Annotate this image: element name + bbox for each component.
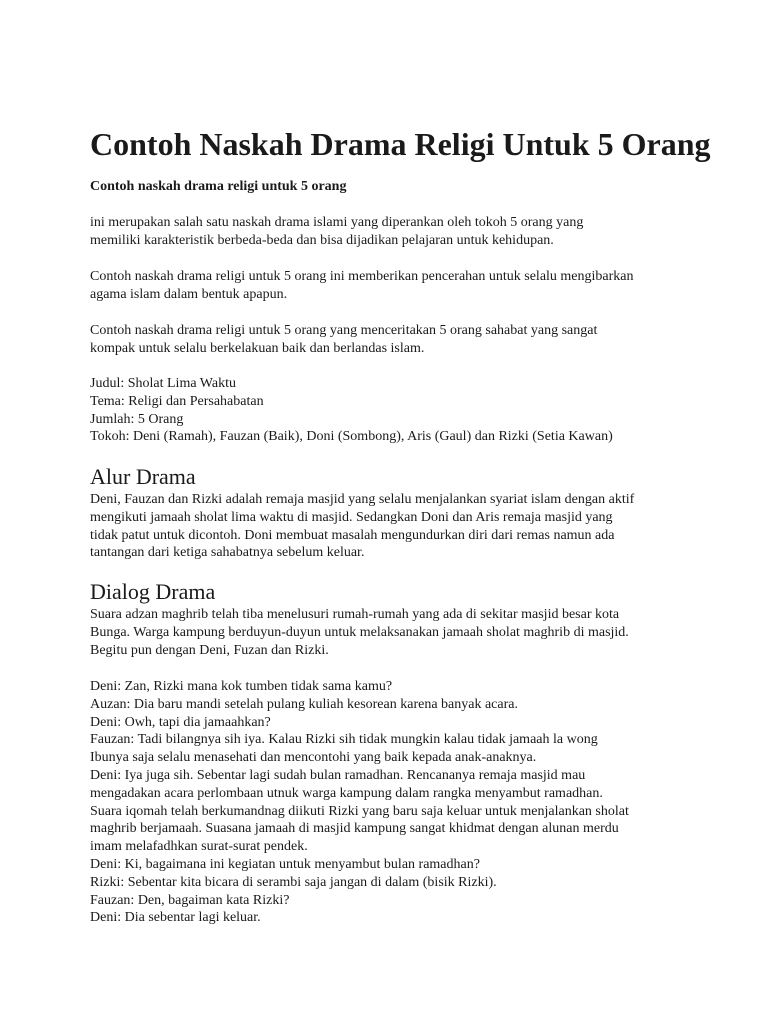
dialog-line: Fauzan: Tadi bilangnya sih iya. Kalau Rizki sih tidak mungkin kalau tidak jamaah la wong <box>90 732 598 748</box>
paragraph-line: tidak patut untuk dicontoh. Doni membuat masalah mengundurkan diri dari remas namun ada <box>90 527 615 543</box>
dialog-line: Deni: Iya juga sih. Sebentar lagi sudah bulan ramadhan. Rencananya remaja masjid mau <box>90 767 586 783</box>
paragraph-line: agama islam dalam bentuk apapun. <box>90 286 288 302</box>
dialog-lines <box>90 678 690 927</box>
paragraph-line: mengikuti jamaah sholat lima waktu di masjid. Sedangkan Doni dan Aris remaja masjid yang <box>90 509 613 525</box>
info-tokoh: Tokoh: Deni (Ramah), Fauzan (Baik), Doni (Sombong), Aris (Gaul) dan Rizki (Setia Kawan) <box>90 429 613 445</box>
paragraph-3 <box>90 322 690 358</box>
dialog-line: Auzan: Dia baru mandi setelah pulang kuliah kesorean karena banyak acara. <box>90 696 518 712</box>
paragraph-line: Contoh naskah drama religi untuk 5 orang yang menceritakan 5 orang sahabat yang sangat <box>90 323 598 338</box>
document-title: Contoh Naskah Drama Religi Untuk 5 Orang <box>90 126 711 162</box>
alur-heading: Alur Drama <box>90 464 196 489</box>
paragraph-line: Begitu pun dengan Deni, Fuzan dan Rizki. <box>90 642 329 658</box>
drama-info <box>90 375 690 446</box>
paragraph-line: memiliki karakteristik berbeda-beda dan bisa dijadikan pelajaran untuk kehidupan. <box>90 232 554 248</box>
paragraph-2 <box>90 268 690 304</box>
info-tema: Tema: Religi dan Persahabatan <box>90 393 264 409</box>
dialog-line: Fauzan: Den, bagaiman kata Rizki? <box>90 892 290 908</box>
dialog-line: Suara iqomah telah berkumandnag diikuti Rizki yang baru saja keluar untuk menjalankan sholat <box>90 803 629 819</box>
dialog-line: Deni: Zan, Rizki mana kok tumben tidak sama kamu? <box>90 679 393 694</box>
document-subtitle: Contoh naskah drama religi untuk 5 orang <box>90 179 347 194</box>
info-jumlah: Jumlah: 5 Orang <box>90 411 184 427</box>
dialog-intro <box>90 606 690 659</box>
dialog-line: mengadakan acara perlombaan utnuk warga kampung dalam rangka menyambut ramadhan. <box>90 785 603 801</box>
paragraph-line: Bunga. Warga kampung berduyun-duyun untuk melaksanakan jamaah sholat maghrib di masjid. <box>90 624 629 640</box>
paragraph-line: Suara adzan maghrib telah tiba menelusuri rumah-rumah yang ada di sekitar masjid besar kota <box>90 607 620 622</box>
dialog-line: maghrib berjamaah. Suasana jamaah di masjid kampung sangat khidmat dengan alunan merdu <box>90 821 619 837</box>
dialog-line: imam melafadhkan surat-surat pendek. <box>90 839 308 855</box>
dialog-line: Deni: Dia sebentar lagi keluar. <box>90 910 261 926</box>
info-judul: Judul: Sholat Lima Waktu <box>90 376 236 391</box>
dialog-line: Deni: Owh, tapi dia jamaahkan? <box>90 714 271 730</box>
paragraph-line: Contoh naskah drama religi untuk 5 orang ini memberikan pencerahan untuk selalu mengibarkan <box>90 269 634 284</box>
dialog-heading: Dialog Drama <box>90 579 216 604</box>
alur-paragraph <box>90 491 690 562</box>
dialog-line: Ibunya saja selalu menasehati dan mencontohi yang baik kepada anak-anaknya. <box>90 750 537 766</box>
intro-paragraph <box>90 214 690 250</box>
paragraph-line: tantangan dari ketiga sahabatnya sebelum keluar. <box>90 545 365 561</box>
paragraph-line: ini merupakan salah satu naskah drama islami yang diperankan oleh tokoh 5 orang yang <box>90 215 584 230</box>
paragraph-line: kompak untuk selalu berkelakuan baik dan berlandas islam. <box>90 340 425 356</box>
dialog-line: Deni: Ki, bagaimana ini kegiatan untuk menyambut bulan ramadhan? <box>90 856 480 872</box>
paragraph-line: Deni, Fauzan dan Rizki adalah remaja masjid yang selalu menjalankan syariat islam dengan aktif <box>90 492 635 507</box>
dialog-line: Rizki: Sebentar kita bicara di serambi saja jangan di dalam (bisik Rizki). <box>90 874 497 890</box>
